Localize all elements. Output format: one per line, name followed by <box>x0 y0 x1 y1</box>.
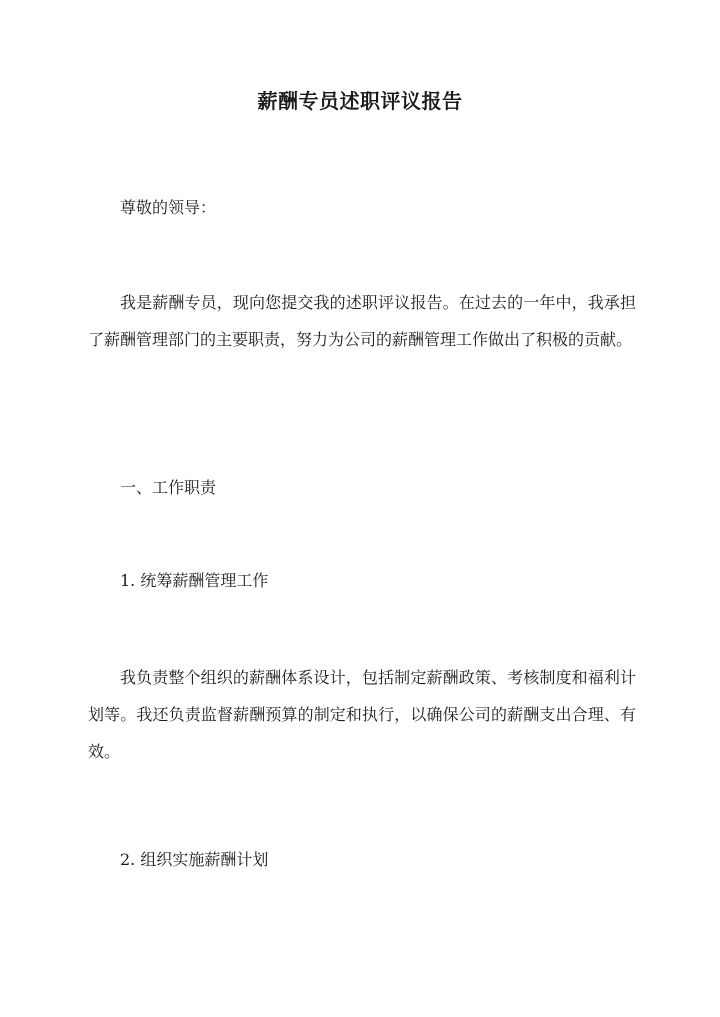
intro-paragraph: 我是薪酬专员，现向您提交我的述职评议报告。在过去的一年中，我承担了薪酬管理部门的主要职责，努力为公司的薪酬管理工作做出了积极的贡献。 <box>88 293 636 349</box>
section-heading: 一、工作职责 <box>120 478 217 497</box>
item-1-body: 我负责整个组织的薪酬体系设计，包括制定薪酬政策、考核制度和福利计划等。我还负责监督薪酬预算的制定和执行，以确保公司的薪酬支出合理、有效。 <box>88 668 636 761</box>
salutation: 尊敬的领导： <box>120 198 217 217</box>
item-2-heading: 2. 组织实施薪酬计划 <box>120 850 269 869</box>
document-title: 薪酬专员述职评议报告 <box>257 89 463 113</box>
item-1-heading: 1. 统筹薪酬管理工作 <box>120 571 269 590</box>
